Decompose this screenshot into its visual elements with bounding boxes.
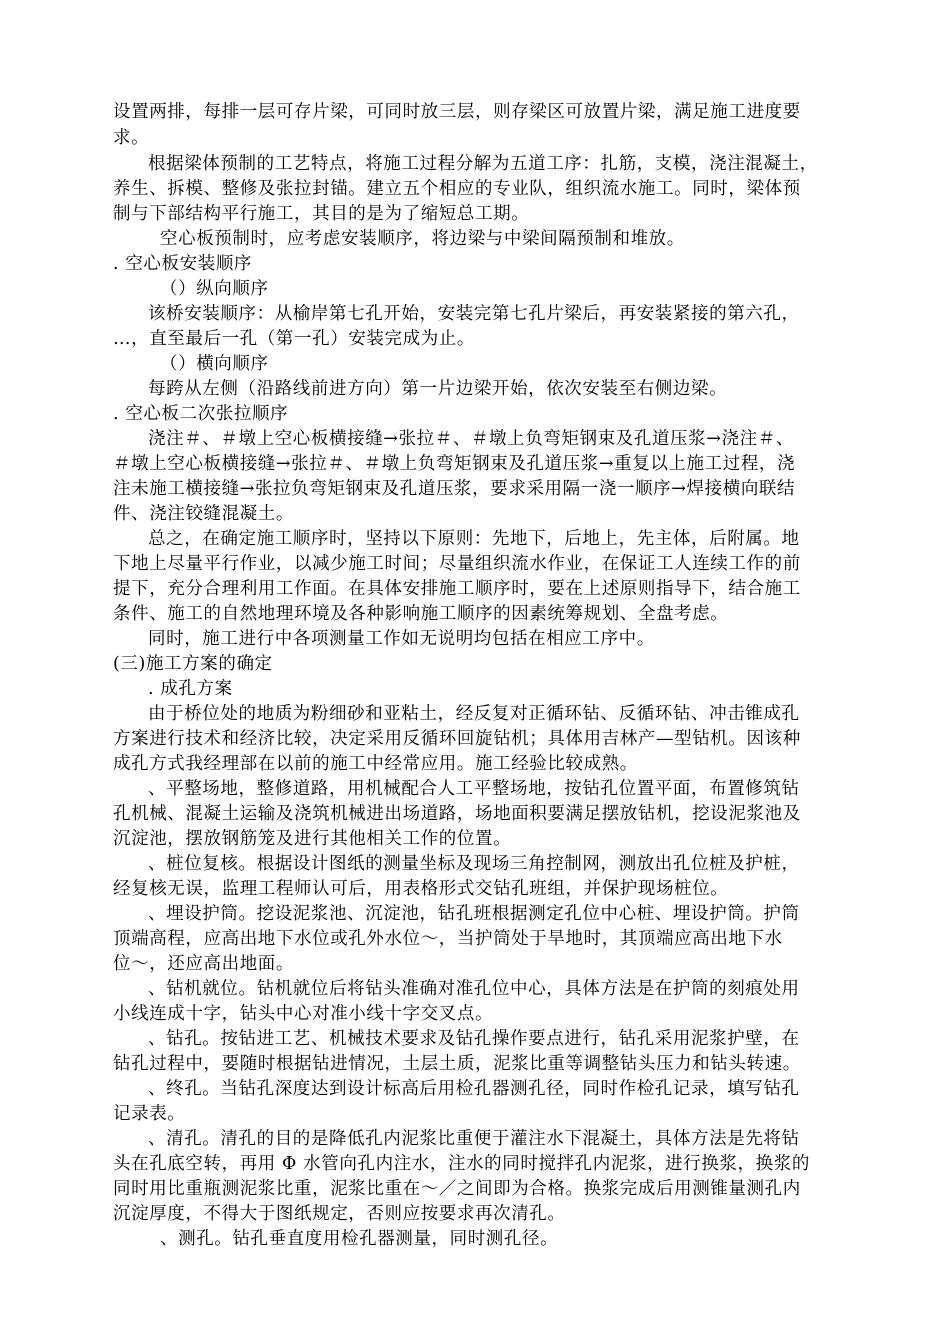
text-line: 制与下部结构平行施工，其目的是为了缩短总工期。 xyxy=(113,204,530,224)
text-line: 、清孔。清孔的目的是降低孔内泥浆比重便于灌注水下混凝土，具体方法是先将钻 xyxy=(148,1129,800,1149)
text-line: 、终孔。当钻孔深度达到设计标高后用检孔器测孔径，同时作检孔记录，填写钻孔 xyxy=(148,1079,800,1099)
text-line: 、平整场地，整修道路，用机械配合人工平整场地，按钻孔位置平面，布置修筑钻 xyxy=(148,779,800,799)
text-line: 求。 xyxy=(113,128,150,148)
text-line: 孔机械、混凝土运输及浇筑机械进出场道路，场地面积要满足摆放钻机，挖设泥浆池及 xyxy=(113,804,801,824)
text-line: 根据梁体预制的工艺特点，将施工过程分解为五道工序：扎筋，支模，浇注混凝土， xyxy=(148,154,818,174)
text-line: 方案进行技术和经济比较，决定采用反循环回旋钻机；具体用吉林产—型钻机。因该种 xyxy=(113,729,801,749)
text-line: 每跨从左侧（沿路线前进方向）第一片边梁开始，依次安装至右侧边梁。 xyxy=(148,379,728,399)
subsection-heading: . 成孔方案 xyxy=(148,679,233,699)
text-line: 成孔方式我经理部在以前的施工中经常应用。施工经验比较成熟。 xyxy=(113,754,638,774)
text-line: 记录表。 xyxy=(113,1104,186,1124)
text-line: 由于桥位处的地质为粉细砂和亚粘土，经反复对正循环钻、反循环钻、冲击锥成孔 xyxy=(148,704,800,724)
text-line: 养生、拆模、整修及张拉封锚。建立五个相应的专业队，组织流水施工。同时，梁体预 xyxy=(113,179,801,199)
text-line: 沉淀池，摆放钢筋笼及进行其他相关工作的位置。 xyxy=(113,829,512,849)
text-line: 、埋设护筒。挖设泥浆池、沉淀池，钻孔班根据测定孔位中心桩、埋设护筒。护筒 xyxy=(148,904,800,924)
text-line: 注未施工横接缝→张拉负弯矩钢束及孔道压浆，要求采用隔一浇一顺序→焊接横向联结 xyxy=(113,479,796,499)
text-line: …，直至最后一孔（第一孔）安装完成为止。 xyxy=(113,329,475,349)
text-line: 设置两排，每排一层可存片梁，可同时放三层，则存梁区可放置片梁，满足施工进度要 xyxy=(113,102,801,122)
text-line: 沉淀厚度，不得大于图纸规定，否则应按要求再次清孔。 xyxy=(113,1204,566,1224)
text-line: 顶端高程，应高出地下水位或孔外水位～，当护筒处于旱地时，其顶端应高出地下水 xyxy=(113,929,783,949)
text-line: 空心板预制时，应考虑安装顺序，将边梁与中梁间隔预制和堆放。 xyxy=(160,229,685,249)
text-line: 件、浇注铰缝混凝土。 xyxy=(113,504,294,524)
subsection-heading: （）纵向顺序 xyxy=(160,279,269,299)
text-line: 该桥安装顺序：从榆岸第七孔开始，安装完第七孔片梁后，再安装紧接的第六孔， xyxy=(148,304,800,324)
subsection-heading: （）横向顺序 xyxy=(160,354,269,374)
section-heading: (三)施工方案的确定 xyxy=(113,654,273,674)
text-line: 、钻机就位。钻机就位后将钻头准确对准孔位中心，具体方法是在护筒的刻痕处用 xyxy=(148,979,800,999)
text-line: 头在孔底空转，再用 Φ 水管向孔内注水，注水的同时搅拌孔内泥浆，进行换浆，换浆的 xyxy=(113,1154,810,1174)
text-line: 浇注＃、＃墩上空心板横接缝→张拉＃、＃墩上负弯矩钢束及孔道压浆→浇注＃、 xyxy=(148,429,794,449)
text-line: 、测孔。钻孔垂直度用检孔器测量，同时测孔径。 xyxy=(160,1229,559,1249)
text-line: 、钻孔。按钻进工艺、机械技术要求及钻孔操作要点进行，钻孔采用泥浆护壁，在 xyxy=(148,1029,800,1049)
text-line: 条件、施工的自然地理环境及各种影响施工顺序的因素统筹规划、全盘考虑。 xyxy=(113,604,729,624)
text-line: 小线连成十字，钻头中心对准小线十字交叉点。 xyxy=(113,1004,494,1024)
text-line: 钻孔过程中，要随时根据钻进情况，土层土质，泥浆比重等调整钻头压力和钻头转速。 xyxy=(113,1054,801,1074)
text-line: 位～，还应高出地面。 xyxy=(113,954,294,974)
text-line: 总之，在确定施工顺序时，坚持以下原则：先地下，后地上，先主体，后附属。地 xyxy=(148,529,800,549)
text-line: 下地上尽量平行作业，以减少施工时间；尽量组织流水作业，在保证工人连续工作的前 xyxy=(113,554,801,574)
section-heading: . 空心板安装顺序 xyxy=(113,254,253,274)
text-line: 经复核无误，监理工程师认可后，用表格形式交钻孔班组，并保护现场桩位。 xyxy=(113,879,729,899)
text-line: 提下，充分合理利用工作面。在具体安排施工顺序时，要在上述原则指导下，结合施工 xyxy=(113,579,801,599)
text-line: 同时，施工进行中各项测量工作如无说明均包括在相应工序中。 xyxy=(148,629,655,649)
text-line: 、桩位复核。根据设计图纸的测量坐标及现场三角控制网，测放出孔位桩及护桩， xyxy=(148,854,800,874)
text-line: ＃墩上空心板横接缝→张拉＃、＃墩上负弯矩钢束及孔道压浆→重复以上施工过程，浇 xyxy=(113,454,796,474)
text-line: 同时用比重瓶测泥浆比重，泥浆比重在～／之间即为合格。换浆完成后用测锥量测孔内 xyxy=(113,1179,801,1199)
section-heading: . 空心板二次张拉顺序 xyxy=(113,404,289,424)
